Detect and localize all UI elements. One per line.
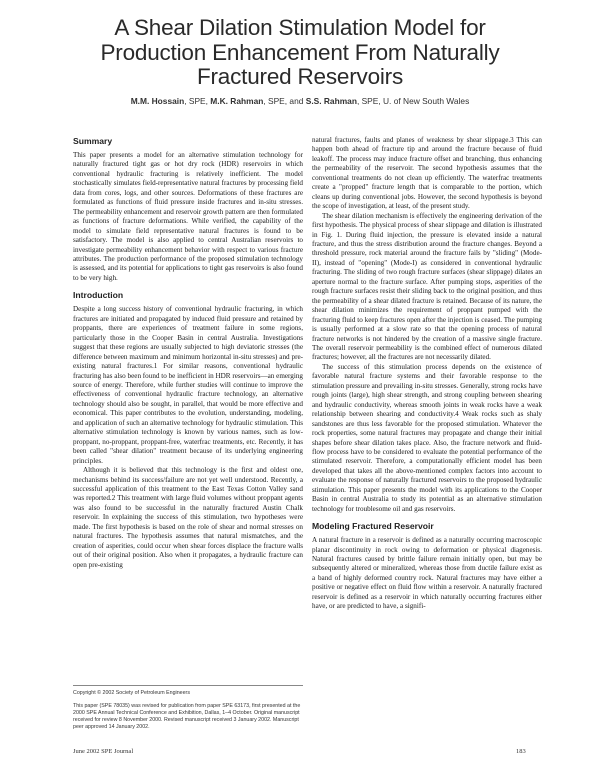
summary-heading: Summary: [73, 136, 113, 146]
left-column: [73, 136, 303, 570]
introduction-paragraph-1: Despite a long success history of conventional hydraulic fracturing, in which fractures are initiated and propagated by induced fluid pressure and retained by proppants, there are experiences of treatment failure in some regions, particularly those in the Cooper Basin in central Australia. Investigations suggest that these regions are usually subjected to high deviatoric stresses (the difference between maximum and minimum horizontal in-situ stresses) and pre-existing natural fractures.1 For similar reasons, conventional hydraulic fracturing has also been found to be inefficient in HDR reservoirs—an emerging source of energy. Therefore, while further studies will continue to improve the effectiveness of conventional hydraulic fracture technology, an alternative technology should also be sought, in parallel, that would be more effective and economical. This paper contributes to the evolution, understanding, modeling, and application of such an alternative technology for hydraulic stimulation. This alternative stimulation technology is known by various names, such as low-proppant, no-proppant, proppant-free, waterfrac treatments, etc. Recently, it has been called "shear dilation" treatment because of its underlying engineering principles.: [73, 305, 303, 465]
footer-page-number: 183: [516, 748, 526, 755]
summary-text: This paper presents a model for an alternative stimulation technology for naturally fractured tight gas or hot dry rock (HDR) reservoirs in which conventional hydraulic fracturing is relatively inefficient. The model stochastically simulates field-representative natural fractures by processing field data from cores, logs, and other sources. Deformations of these fractures are formulated as functions of fluid pressure inside fractures and in-situ stresses. The permeability enhancement and reservoir growth pattern are then formulated as functions of fracture deformations. While verified, the capability of the model to simulate field representative natural fractures is found to be satisfactory. The model is also applied to central Australian reservoirs to investigate permeability enhancement behavior with respect to various fracture attributes. The production performance of the proposed stimulation technology is assessed, and its potential for applications to tight gas reservoirs is also found to be very high.: [73, 151, 303, 282]
title-line-2: Production Enhancement From Naturally: [100, 39, 500, 65]
copyright-notice: Copyright © 2002 Society of Petroleum Engineers: [73, 690, 190, 696]
paper-title: [40, 16, 560, 90]
body-paragraph-2: The shear dilation mechanism is effectively the engineering derivation of the first hypothesis. The physical process of shear slippage and dilation is illustrated in Fig. 1. During fluid injection, the pressure is elevated inside a natural fracture, and thus the stress distribution around the fracture changes. Beyond a threshold pressure, rock material around the fracture fails by "sliding" (Mode-II), instead of "opening" (Mode-I) as considered in conventional hydraulic fracturing. The sliding of two rough fracture surfaces (shear slippage) dilates an aperture normal to the fracture surface. After pumping stops, asperities of the rough fracture surfaces resist their sliding back to the original position, and thus the permeability of a shear dilated fracture is retained. Because of its nature, the shear dilation minimizes the requirement of proppant pumped with the fracturing fluid to keep fractures open after the injection is ceased. The pumping is usually performed at a slow rate so that the opening process of natural fracture networks is not hindered by the creation of a massive single fracture. The overall reservoir permeability is the combined effect of numerous dilated fractures; however, all the fractures are not necessarily dilated.: [312, 211, 542, 362]
title-line-1: A Shear Dilation Stimulation Model for: [114, 15, 486, 40]
author-line: [60, 96, 540, 106]
footer-journal: June 2002 SPE Journal: [73, 748, 134, 755]
introduction-paragraph-2: Although it is believed that this technology is the first and oldest one, mechanisms behind its success/failure are not yet well understood. Recently, a successful application of this treatment to the East Texas Cotton Valley sand was reported.2 This treatment with large fluid volumes without proppant agents was also found to be successful in the naturally fractured Austin Chalk reservoir. In explaining the success of this stimulation, two hypotheses were made. The first hypothesis is based on the role of shear and normal stresses on natural fractures. The hypothesis assumes that natural mismatches, and the creation of asperities, could occur when shear forces displace the fracture walls out of their original position. Also when it propagates, a hydraulic fracture can open pre-existing: [73, 466, 303, 569]
author-2: M.K. Rahman: [210, 96, 264, 106]
paper-revision-note: This paper (SPE 78035) was revised for publication from paper SPE 63173, first presented at the 2000 SPE Annual Technical Conference and Exhibition, Dallas, 1–4 October. Original manuscript received for review 8 November 2000. Revised manuscript received 3 January 2002. Manuscript peer approved 14 January 2002.: [73, 703, 301, 730]
footnote-divider: [73, 685, 303, 686]
author-1-affiliation: , SPE,: [184, 96, 211, 106]
author-2-affiliation: , SPE, and: [263, 96, 306, 106]
body-paragraph-1: natural fractures, faults and planes of weakness by shear slippage.3 This can happen both ahead of fracture tip and around the fracture because of fluid leakoff. The process may induce fracture offset and branching, thus enhancing the permeability of the reservoir. The second hypothesis assumes that the conventional treatments do not clean up efficiently. The waterfrac treatments create a "propped" fracture length that is comparable to the portion, which cleans up during conventional jobs. However, the second hypothesis is beyond the scope of investigation, at least, of the present study.: [312, 136, 542, 211]
title-line-3: Fractured Reservoirs: [196, 64, 404, 89]
body-paragraph-3: The success of this stimulation process depends on the existence of favorable natural fracture systems and their favorable response to the stimulation pressure and prevailing in-situ stresses. Generally, strong rocks have rough joints (large), high shear strength, and strong coupling between shearing and hydraulic conductivity, whereas smooth joints in weak rocks have a weak relationship between shearing and conductivity.4 Weak rocks such as shaly sandstones are thus less favorable for the proposed stimulation. Whatever the rock properties, some natural fractures may propagate and change their initial shapes before shear dilation takes place. Also, the fracture network and fluid-flow process have to be considered to evaluate the potential performance of the stimulated reservoir. Therefore, a computationally efficient model has been developed that takes all the above-mentioned complex factors into account to evaluate the response of naturally fractured reservoirs to the proposed hydraulic stimulation. This paper presents the model with its applications to the Cooper Basin in central Australia to study its potential as an alternative stimulation technology for troublesome oil and gas reservoirs.: [312, 362, 542, 513]
modeling-paragraph: A natural fracture in a reservoir is defined as a naturally occurring macroscopic planar discontinuity in rock owing to deformation or physical diagenesis. Natural fractures caused by brittle failure remain initially open, but may be subsequently altered or mineralized, whereas those from ductile failure exist as a band of highly deformed country rock. Natural fractures may have either a positive or negative effect on fluid flow within a reservoir. A naturally fractured reservoir is defined as a reservoir in which naturally occurring fractures either have, or are predicted to have, a signifi-: [312, 536, 542, 611]
author-3: S.S. Rahman: [305, 96, 357, 106]
right-column: [312, 136, 542, 612]
modeling-heading: Modeling Fractured Reservoir: [312, 521, 434, 532]
author-3-affiliation: , SPE, U. of New South Wales: [356, 96, 470, 106]
introduction-heading: Introduction: [73, 290, 124, 301]
author-1: M.M. Hossain: [130, 96, 185, 106]
